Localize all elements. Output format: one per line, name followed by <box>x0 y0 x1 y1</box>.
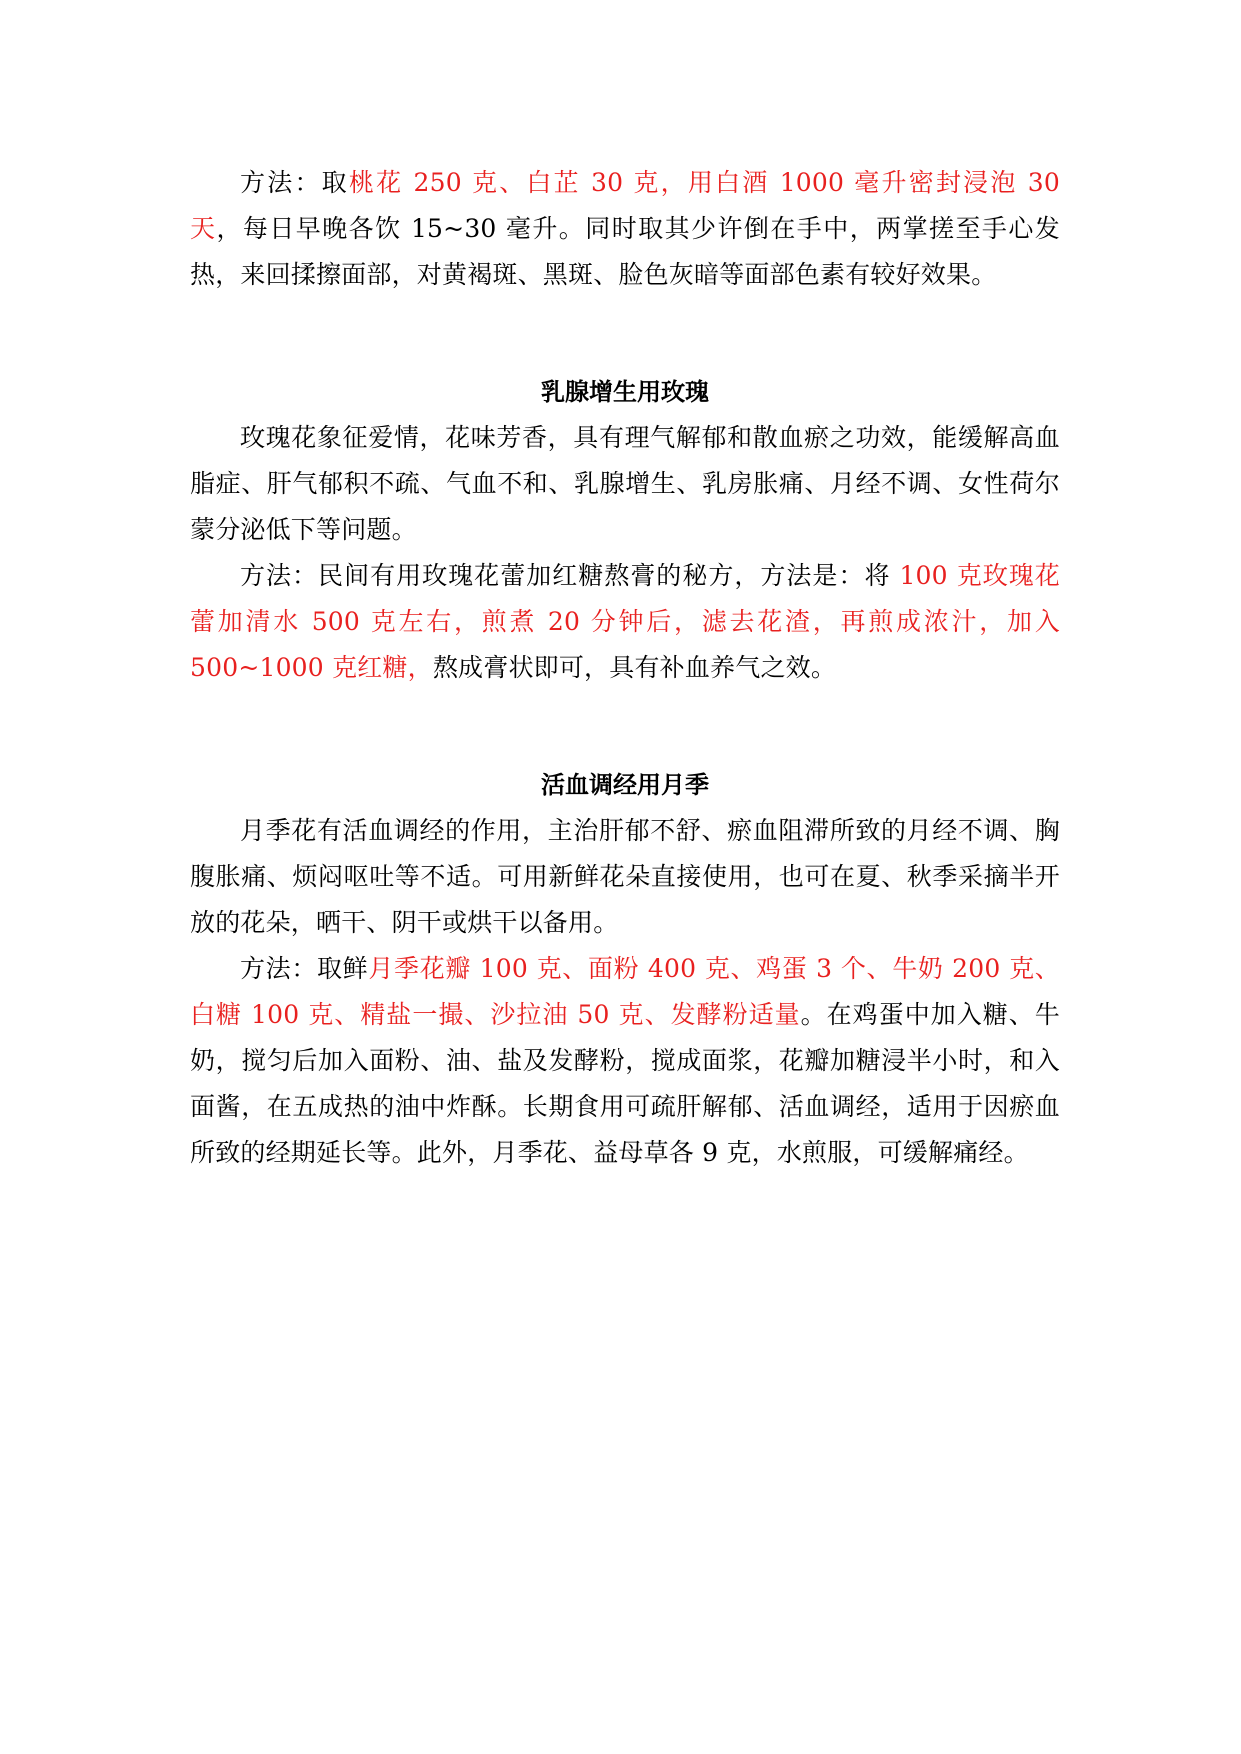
method-prefix: 方法：取鲜 <box>240 954 369 983</box>
method-highlight: 月季花瓣 100 克、面粉 400 克、鸡蛋 3 个、牛奶 200 克、白糖 100 克、精盐一撮、沙拉油 50 克、发酵粉适量 <box>190 954 1060 1029</box>
section-spacer <box>190 691 1060 762</box>
section-spacer <box>190 298 1060 369</box>
document-page <box>190 160 1060 1176</box>
peach-blossom-method-paragraph <box>190 160 1060 298</box>
method-highlight: 100 克玫瑰花蕾加清水 500 克左右，煎煮 20 分钟后，滤去花渣，再煎成浓汁，加入 500~1000 克红糖， <box>190 561 1060 682</box>
method-highlight: 桃花 250 克、白芷 30 克，用白酒 1000 毫升密封浸泡 30 天 <box>190 168 1060 243</box>
method-suffix: 熬成膏状即可，具有补血养气之效。 <box>432 653 837 682</box>
chinese-rose-method-paragraph <box>190 946 1060 1176</box>
section-title-chinese-rose: 活血调经用月季 <box>541 771 709 799</box>
rose-method-paragraph <box>190 553 1060 691</box>
method-suffix: 。在鸡蛋中加入糖、牛奶，搅匀后加入面粉、油、盐及发酵粉，搅成面浆，花瓣加糖浸半小时，和入面酱，在五成热的油中炸酥。长期食用可疏肝解郁、活血调经，适用于因瘀血所致的经期延长等。此外，月季花、益母草各 9 克，水煎服，可缓解痛经。 <box>190 1000 1060 1167</box>
chinese-rose-intro-paragraph: 月季花有活血调经的作用，主治肝郁不舒、瘀血阻滞所致的月经不调、胸腹胀痛、烦闷呕吐等不适。可用新鲜花朵直接使用，也可在夏、秋季采摘半开放的花朵，晒干、阴干或烘干以备用。 <box>190 816 1060 937</box>
rose-intro-paragraph: 玫瑰花象征爱情，花味芳香，具有理气解郁和散血瘀之功效，能缓解高血脂症、肝气郁积不疏、气血不和、乳腺增生、乳房胀痛、月经不调、女性荷尔蒙分泌低下等问题。 <box>190 423 1060 544</box>
method-prefix: 方法：民间有用玫瑰花蕾加红糖熬膏的秘方，方法是：将 <box>240 561 900 590</box>
section-title-rose: 乳腺增生用玫瑰 <box>541 378 709 406</box>
method-suffix: ，每日早晚各饮 15~30 毫升。同时取其少许倒在手中，两掌搓至手心发热，来回揉擦面部，对黄褐斑、黑斑、脸色灰暗等面部色素有较好效果。 <box>190 214 1061 289</box>
method-prefix: 方法：取 <box>240 168 349 197</box>
